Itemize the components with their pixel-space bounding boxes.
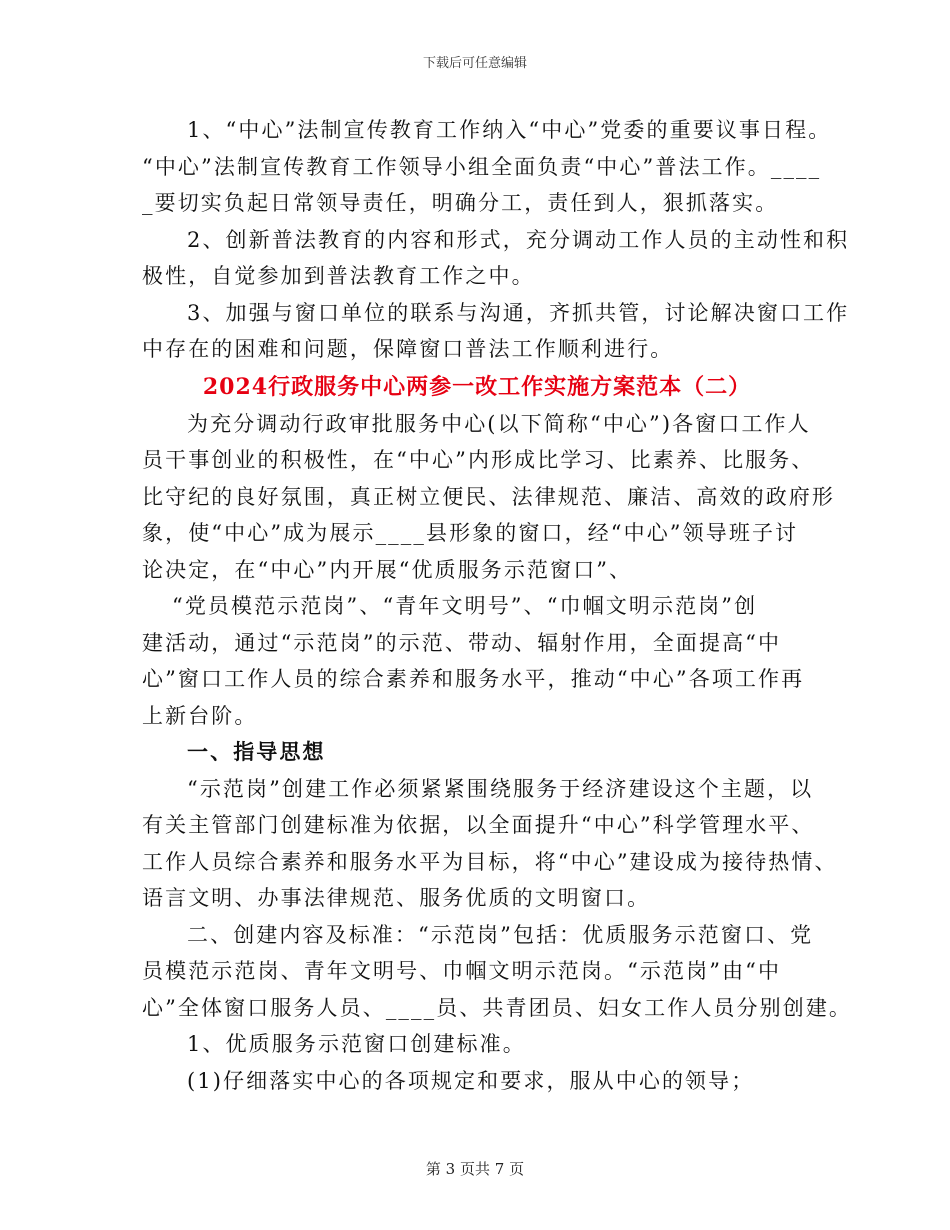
text-line: 员模范示范岗、青年文明号、巾帼文明示范岗。“示范岗”由“中 xyxy=(142,959,782,983)
text-line: “中心”法制宣传教育工作领导小组全面负责“中心”普法工作。____ xyxy=(142,154,822,179)
text-line: 3、加强与窗口单位的联系与沟通，齐抓共管，讨论解决窗口工作 xyxy=(187,300,850,325)
section-after-title xyxy=(142,406,853,1100)
text-line: 工作人员综合素养和服务水平为目标，将“中心”建设成为接待热情、 xyxy=(142,849,838,874)
text-line: 1、“中心”法制宣传教育工作纳入“中心”党委的重要议事日程。 xyxy=(187,118,832,142)
text-line: 1、优质服务示范窗口创建标准。 xyxy=(187,1032,526,1056)
text-line: 员干事创业的积极性，在“中心”内形成比学习、比素养、比服务、 xyxy=(142,448,815,472)
document-body xyxy=(142,112,853,1099)
text-line: “党员模范示范岗”、“青年文明号”、“巾帼文明示范岗”创 xyxy=(172,594,758,618)
text-line: 语言文明、办事法律规范、服务优质的文明窗口。 xyxy=(142,886,651,910)
text-line: 上新台阶。 xyxy=(142,703,258,728)
text-line: 心”全体窗口服务人员、____员、共青团员、妇女工作人员分别创建。 xyxy=(142,995,853,1020)
text-line: 建活动，通过“示范岗”的示范、带动、辐射作用，全面提高“中 xyxy=(142,630,782,655)
text-line: 2、创新普法教育的内容和形式，充分调动工作人员的主动性和积 xyxy=(187,227,850,252)
text-line: 象，使“中心”成为展示____县形象的窗口，经“中心”领导班子讨 xyxy=(142,521,799,545)
text-line: _要切实负起日常领导责任，明确分工，责任到人，狠抓落实。 xyxy=(142,191,779,215)
text-line: 中存在的困难和问题，保障窗口普法工作顺利进行。 xyxy=(142,337,674,361)
page-number: 第 3 页共 7 页 xyxy=(425,1160,525,1178)
section-heading: 一、指导思想 xyxy=(187,739,326,764)
text-line: 极性，自觉参加到普法教育工作之中。 xyxy=(142,264,535,288)
text-line: 论决定，在“中心”内开展“优质服务示范窗口”、 xyxy=(142,557,633,582)
text-line: 为充分调动行政审批服务中心(以下简称“中心”)各窗口工作人 xyxy=(187,411,811,436)
text-line: 有关主管部门创建标准为依据，以全面提升“中心”科学管理水平、 xyxy=(142,813,815,837)
section-before-title xyxy=(142,112,850,368)
text-line: (1)仔细落实中心的各项规定和要求，服从中心的领导； xyxy=(187,1068,755,1093)
page-header-note: 下载后可任意编辑 xyxy=(422,56,527,71)
text-line: 心”窗口工作人员的综合素养和服务水平，推动“中心”各项工作再 xyxy=(142,667,805,691)
text-line: 比守纪的良好氛围，真正树立便民、法律规范、廉洁、高效的政府形 xyxy=(142,484,835,509)
document-title: 2024行政服务中心两参一改工作实施方案范本（二） xyxy=(202,373,752,400)
text-line: “示范岗”创建工作必须紧紧围绕服务于经济建设这个主题，以 xyxy=(187,776,814,801)
text-line: 二、创建内容及标准：“示范岗”包括：优质服务示范窗口、党 xyxy=(187,922,814,947)
